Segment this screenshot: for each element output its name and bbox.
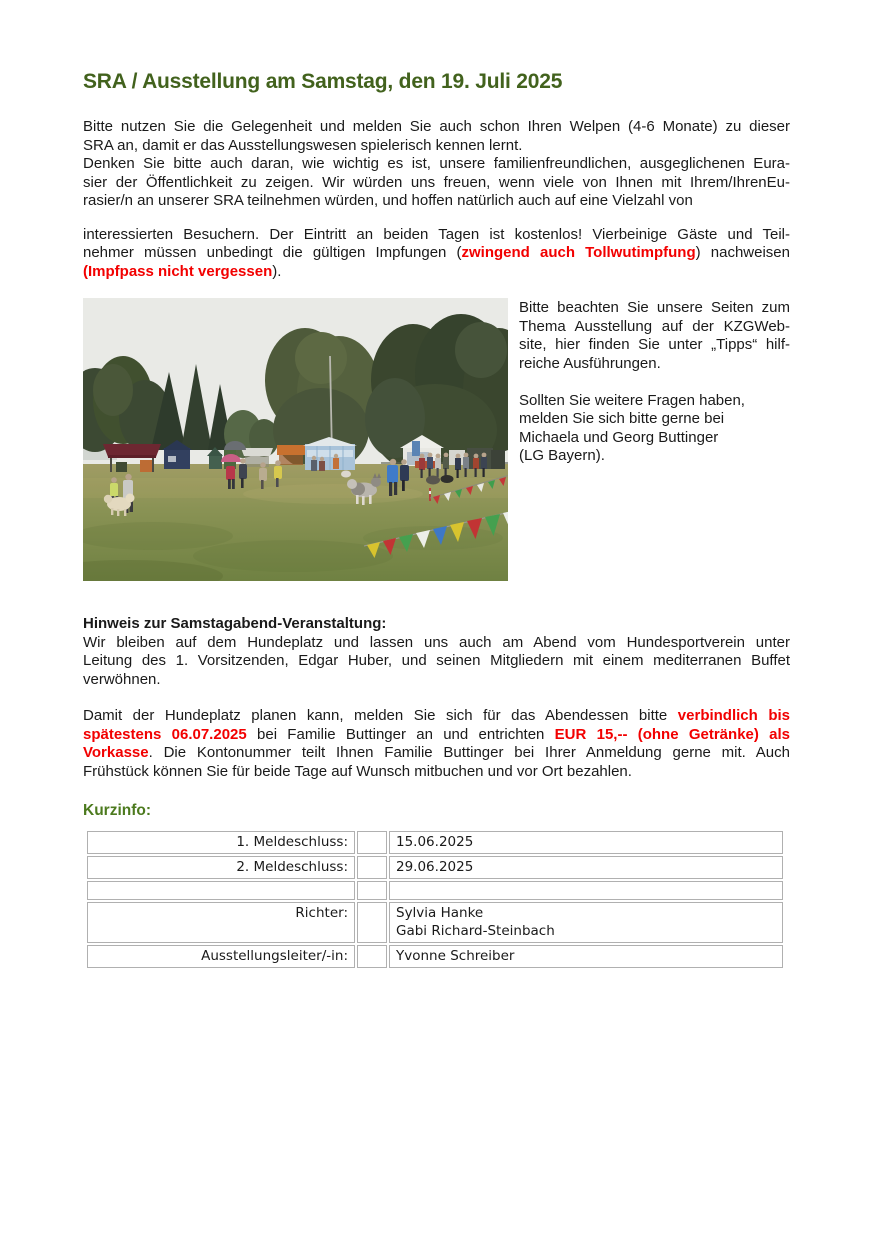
alert-text: EUR 15,-- (ohne Getränke) als [554,725,791,743]
row-label: Ausstellungsleiter/-in: [87,945,355,968]
hinweis-heading: Hinweis zur Samstagabend-Veranstaltung: [83,615,387,632]
text-segment: ). [272,262,282,280]
event-photo-illustration [83,298,508,581]
text-line: Bitte nutzen Sie die Gelegenheit und melden Sie auch schon Ihren Welpen (4-6 Monate) zu dieser [83,118,790,135]
table-row [87,831,783,854]
text-line: sier der Öffentlichkeit zu zeigen. Wir würden uns freuen, wenn viele von Ihnen mit Ihrem/IhrenEu- [83,173,790,191]
aside-block-2 [519,392,790,466]
spacer-cell [357,856,387,879]
photo-section [83,298,790,581]
abendessen-paragraph [83,707,790,781]
value-line: Gabi Richard-Steinbach [396,923,555,939]
text-line [83,244,790,263]
kurzinfo-table [85,829,785,970]
table-row [87,902,783,943]
text-line [83,726,790,745]
text-line: reiche Ausführungen. [519,354,661,372]
row-label: 1. Meldeschluss: [87,831,355,854]
row-value [389,881,783,900]
text-line: interessierten Besuchern. Der Eintritt an beiden Tagen ist kostenlos! Vierbeinige Gäste und Teil- [83,225,790,243]
text-line [83,744,790,763]
text-line: Leitung des 1. Vorsitzenden, Edgar Huber, und seinen Mitgliedern mit einem mediterranen Buffet [83,652,790,669]
intro-paragraph-1 [83,118,790,211]
row-value [389,902,783,943]
alert-text: (Impfpass nicht vergessen [83,262,273,280]
text-line: Frühstück können Sie für beide Tage auf Wunsch mitbuchen und vor Ort bezahlen. [83,762,632,780]
text-line: Thema Ausstellung auf der KZGWeb- [519,317,790,335]
event-photo [83,298,508,581]
alert-text: Vorkasse [83,744,149,761]
text-line: SRA an, damit er das Ausstellungswesen spielerisch kennen lernt. [83,136,523,154]
text-line: verwöhnen. [83,670,161,688]
table-row [87,881,783,900]
alert-text: verbindlich bis [677,707,790,724]
text-segment: ) nachweisen [695,244,790,261]
row-value: 29.06.2025 [389,856,783,879]
aside-column [519,298,790,581]
text-line: Wir bleiben auf dem Hundeplatz und lassen uns auch am Abend vom Hundesportverein unter [83,633,790,651]
table-row [87,856,783,879]
text-segment: bei Familie Buttinger an und entrichten [246,725,555,743]
text-line: Denken Sie bitte auch daran, wie wichtig es ist, unsere familienfreundlichen, ausgeglichenen Eura- [83,155,790,172]
row-label [87,881,355,900]
alert-text: zwingend auch Tollwutimpfung [461,244,696,261]
text-line: Michaela und Georg Buttinger [519,428,719,446]
table-row [87,945,783,968]
text-line [83,263,790,282]
text-segment: . Die Kontonummer teilt Ihnen Familie Buttinger bei Ihrer Anmeldung gerne mit. Auch [148,744,790,761]
text-segment: Damit der Hundeplatz planen kann, melden Sie sich für das Abendessen bitte [83,707,678,724]
spacer [519,373,790,392]
text-segment: nehmer müssen unbedingt die gültigen Impfungen ( [83,244,462,261]
spacer-cell [357,831,387,854]
kurzinfo-heading: Kurzinfo: [83,802,152,819]
spacer-cell [357,945,387,968]
text-line: site, hier finden Sie unter „Tipps“ hilf- [519,336,790,353]
aside-block-1 [519,299,790,373]
text-line: Sollten Sie weitere Fragen haben, [519,391,745,409]
row-value: Yvonne Schreiber [389,945,783,968]
value-line: Sylvia Hanke [396,905,484,921]
row-label: Richter: [87,902,355,943]
row-value: 15.06.2025 [389,831,783,854]
spacer-cell [357,881,387,900]
hinweis-section [83,615,790,689]
row-label: 2. Meldeschluss: [87,856,355,879]
spacer-cell [357,902,387,943]
text-line [83,707,790,726]
text-line: Bitte beachten Sie unsere Seiten zum [519,299,790,316]
intro-paragraph-2 [83,226,790,282]
alert-text: spätestens 06.07.2025 [83,725,247,743]
text-line: rasier/n an unserer SRA teilnehmen würden, und hoffen natürlich auch auf eine Vielzahl von [83,192,693,209]
text-line: melden Sie sich bitte gerne bei [519,410,725,427]
text-line: (LG Bayern). [519,447,605,464]
page-title: SRA / Ausstellung am Samstag, den 19. Juli 2025 [83,70,563,93]
